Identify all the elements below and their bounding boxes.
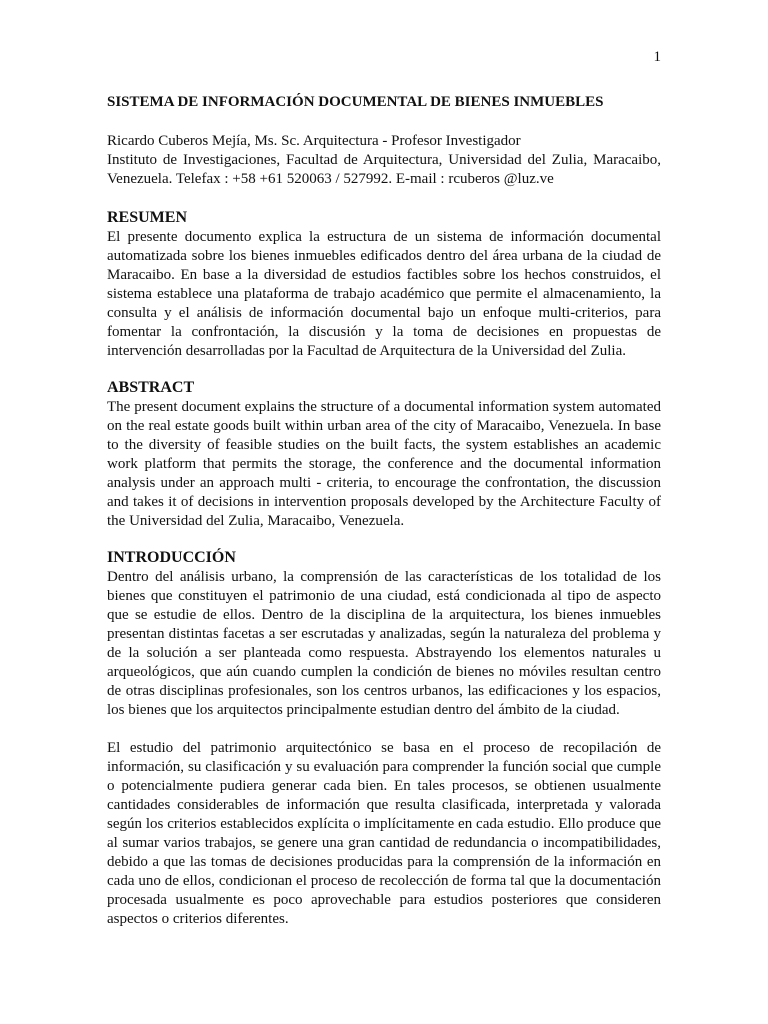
document-title: SISTEMA DE INFORMACIÓN DOCUMENTAL DE BIENES INMUEBLES — [107, 94, 604, 110]
introduccion-section — [107, 548, 661, 929]
resumen-section — [107, 208, 661, 361]
introduccion-paragraph-2: El estudio del patrimonio arquitectónico se basa en el proceso de recopilación de información, su clasificación y su evaluación para comprender la función social que cumple o potencialmente pudiera generar cada bien. En tales procesos, se obtienen usualmente cantidades considerables de información que resulta clasificada, interpretada y valorada según los criterios establecidos explícita o implícitamente en cada estudio. Ello produce que al sumar varios trabajos, se genere una gran cantidad de redundancia o incompatibilidades, debido a que las tomas de decisiones producidas para la comprensión de la información en cada uno de ellos, condicionan el proceso de recolección de forma tal que la documentación procesada usualmente es poco aprovechable para estudios posteriores que consideren aspectos o criterios diferentes. — [107, 740, 661, 927]
document-body — [107, 92, 661, 946]
author-name-line: Ricardo Cuberos Mejía, Ms. Sc. Arquitectura - Profesor Investigador — [107, 133, 521, 149]
introduccion-paragraph-1: Dentro del análisis urbano, la comprensión de las características de los totalidad de los bienes que constituyen el patrimonio de una ciudad, está condicionada al tipo de aspecto que se estudie de ellos. Dentro de la disciplina de la arquitectura, los bienes inmuebles presentan distintas facetas a ser escrutadas y analizadas, según la naturaleza del problema y de la solución a ser planteada como respuesta. Abstrayendo los elementos naturales u arqueológicos, que aún cuando cumplen la condición de bienes no móviles resultan centro de otras disciplinas profesionales, son los centros urbanos, las edificaciones y los espacios, los bienes que los arquitectos principalmente estudian dentro del ámbito de la ciudad. — [107, 569, 661, 718]
author-affiliation: Instituto de Investigaciones, Facultad de Arquitectura, Universidad del Zulia, Maracaibo, Venezuela. Telefax : +58 +61 520063 / 527992. E-mail : rcuberos @luz.ve — [107, 152, 661, 187]
abstract-heading: ABSTRACT — [107, 379, 195, 396]
resumen-heading: RESUMEN — [107, 209, 188, 226]
author-block — [107, 132, 661, 189]
page-number: 1 — [653, 49, 661, 65]
abstract-section — [107, 378, 661, 531]
resumen-text: El presente documento explica la estructura de un sistema de información documental automatizada sobre los bienes inmuebles edificados dentro del área urbana de la ciudad de Maracaibo. En base a la diversidad de estudios factibles sobre los hechos construidos, el sistema establece una plataforma de trabajo académico que permite el almacenamiento, la consulta y el análisis de información documental bajo un enfoque multi-criterios, para fomentar la confrontación, la discusión y la toma de decisiones en propuestas de intervención desarrolladas por la Facultad de Arquitectura de la Universidad del Zulia. — [107, 229, 661, 359]
introduccion-heading: INTRODUCCIÓN — [107, 549, 236, 566]
abstract-text: The present document explains the structure of a documental information system automated on the real estate goods built within urban area of the city of Maracaibo, Venezuela. In base to the diversity of feasible studies on the built facts, the system establishes an academic work platform that permits the storage, the conference and the documental information analysis under an approach multi - criteria, to encourage the confrontation, the discussion and takes it of decisions in intervention proposals developed by the Architecture Faculty of the Universidad del Zulia, Maracaibo, Venezuela. — [107, 399, 661, 529]
